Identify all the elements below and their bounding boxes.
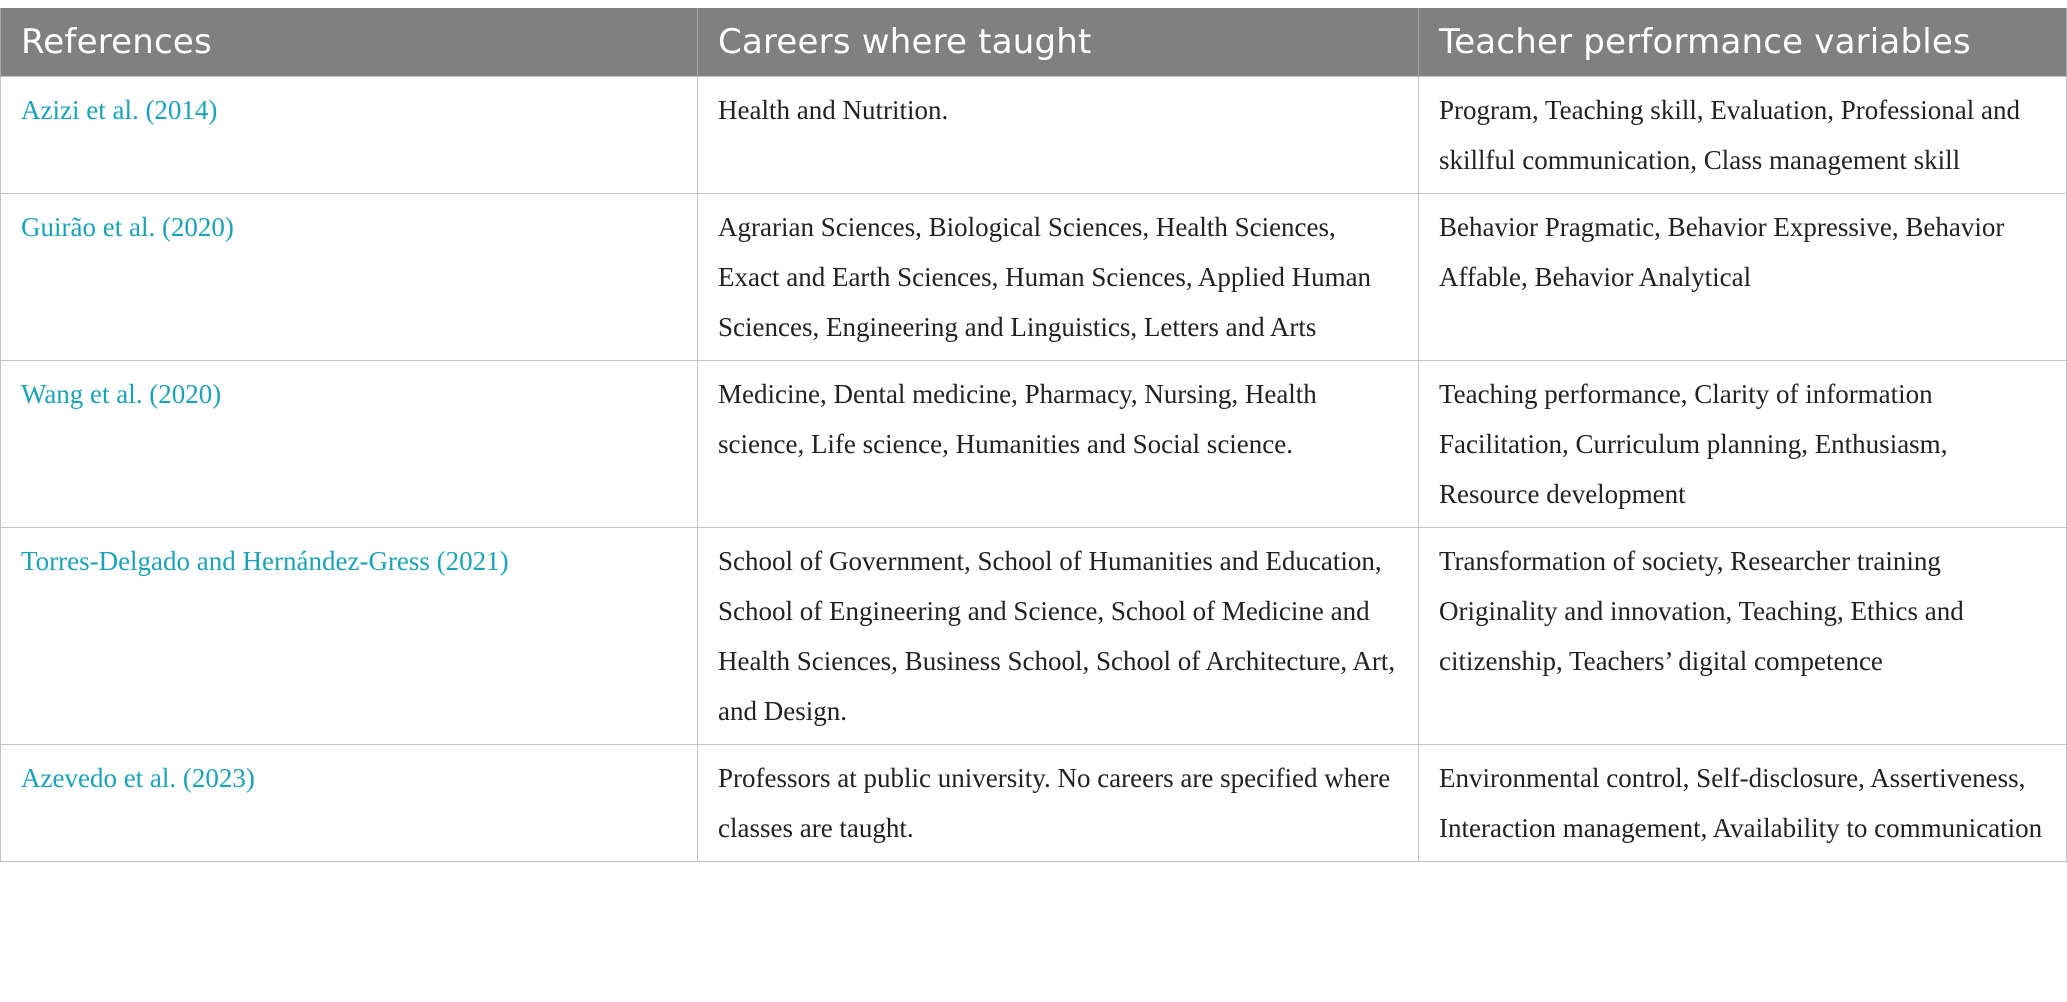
references-table-container xyxy=(0,8,2066,862)
references-table xyxy=(0,8,2067,862)
variables-cell: Environmental control, Self-disclosure, Assertiveness, Interaction management, Availability to communication xyxy=(1419,745,2067,862)
reference-cell xyxy=(1,77,698,194)
careers-cell: Medicine, Dental medicine, Pharmacy, Nursing, Health science, Life science, Humanities and Social science. xyxy=(698,361,1419,528)
reference-link[interactable]: Azizi et al. (2014) xyxy=(21,95,218,125)
reference-link[interactable]: Guirão et al. (2020) xyxy=(21,212,234,242)
variables-cell: Behavior Pragmatic, Behavior Expressive, Behavior Affable, Behavior Analytical xyxy=(1419,194,2067,361)
careers-cell: Health and Nutrition. xyxy=(698,77,1419,194)
header-variables: Teacher performance variables xyxy=(1419,8,2067,77)
table-row xyxy=(1,361,2067,528)
reference-link[interactable]: Torres-Delgado and Hernández-Gress (2021) xyxy=(21,546,509,576)
reference-cell xyxy=(1,745,698,862)
table-row xyxy=(1,194,2067,361)
variables-cell: Transformation of society, Researcher training Originality and innovation, Teaching, Ethics and citizenship, Teachers’ digital competence xyxy=(1419,528,2067,745)
header-references: References xyxy=(1,8,698,77)
table-header xyxy=(1,8,2067,77)
table-row xyxy=(1,77,2067,194)
header-row xyxy=(1,8,2067,77)
table-row xyxy=(1,745,2067,862)
reference-link[interactable]: Azevedo et al. (2023) xyxy=(21,763,255,793)
careers-cell: Professors at public university. No careers are specified where classes are taught. xyxy=(698,745,1419,862)
table-body xyxy=(1,77,2067,862)
header-careers: Careers where taught xyxy=(698,8,1419,77)
table-row xyxy=(1,528,2067,745)
reference-link[interactable]: Wang et al. (2020) xyxy=(21,379,222,409)
careers-cell: Agrarian Sciences, Biological Sciences, Health Sciences, Exact and Earth Sciences, Human Sciences, Applied Human Sciences, Engineering and Linguistics, Letters and Arts xyxy=(698,194,1419,361)
reference-cell xyxy=(1,361,698,528)
reference-cell xyxy=(1,528,698,745)
variables-cell: Teaching performance, Clarity of information Facilitation, Curriculum planning, Enthusiasm, Resource development xyxy=(1419,361,2067,528)
careers-cell: School of Government, School of Humanities and Education, School of Engineering and Science, School of Medicine and Health Sciences, Business School, School of Architecture, Art, and Design. xyxy=(698,528,1419,745)
reference-cell xyxy=(1,194,698,361)
variables-cell: Program, Teaching skill, Evaluation, Professional and skillful communication, Class management skill xyxy=(1419,77,2067,194)
